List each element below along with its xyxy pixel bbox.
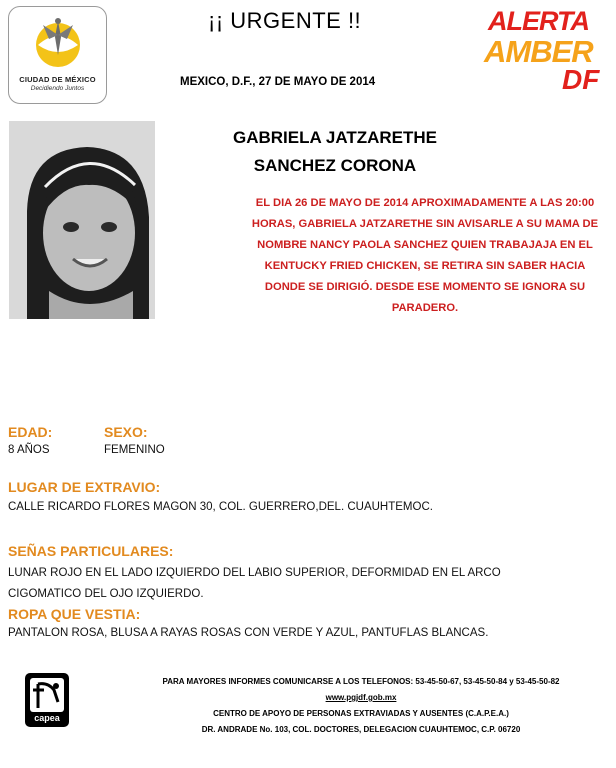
angel-icon bbox=[35, 15, 81, 71]
logo-name: CIUDAD DE MÉXICO bbox=[19, 75, 96, 84]
missing-person-photo bbox=[9, 121, 155, 319]
sex-label: SEXO: bbox=[104, 424, 148, 440]
footer-address: DR. ANDRADE No. 103, COL. DOCTORES, DELEGACION CUAUHTEMOC, C.P. 06720 bbox=[201, 725, 521, 734]
capea-logo bbox=[24, 672, 70, 728]
portrait-image bbox=[9, 121, 155, 319]
alert-logo-line1: ALERTA bbox=[488, 6, 589, 36]
capea-text: capea bbox=[34, 713, 60, 723]
urgent-heading: ¡¡ URGENTE !! bbox=[208, 8, 362, 33]
alert-logo-line2: AMBER bbox=[484, 34, 593, 69]
clothes-value: PANTALON ROSA, BLUSA A RAYAS ROSAS CON VERDE Y AZUL, PANTUFLAS BLANCAS. bbox=[8, 627, 489, 639]
sex-value: FEMENINO bbox=[104, 444, 165, 456]
footer-phones: PARA MAYORES INFORMES COMUNICARSE A LOS TELEFONOS: 53-45-50-67, 53-45-50-84 y 53-45-50-82 bbox=[162, 677, 560, 686]
marks-value: LUNAR ROJO EN EL LADO IZQUIERDO DEL LABIO SUPERIOR, DEFORMIDAD EN EL ARCO CIGOMATICO DEL OJO IZQUIERDO. bbox=[8, 567, 501, 600]
cdmx-logo bbox=[8, 6, 107, 104]
footer-info bbox=[118, 674, 604, 738]
logo-slogan: Decidiendo Juntos bbox=[30, 85, 85, 92]
website-link[interactable]: www.pgjdf.gob.mx bbox=[325, 693, 397, 702]
place-value: CALLE RICARDO FLORES MAGON 30, COL. GUERRERO,DEL. CUAUHTEMOC. bbox=[8, 501, 433, 513]
clothes-label: ROPA QUE VESTIA: bbox=[8, 606, 141, 622]
person-name: GABRIELA JATZARETHE SANCHEZ CORONA bbox=[233, 128, 437, 175]
age-value: 8 AÑOS bbox=[8, 444, 50, 456]
alert-logo-line3: DF bbox=[562, 64, 600, 95]
footer-center: CENTRO DE APOYO DE PERSONAS EXTRAVIADAS Y AUSENTES (C.A.P.E.A.) bbox=[213, 709, 509, 718]
marks-label: SEÑAS PARTICULARES: bbox=[8, 543, 174, 559]
incident-description: EL DIA 26 DE MAYO DE 2014 APROXIMADAMENTE A LAS 20:00 HORAS, GABRIELA JATZARETHE SIN AVISARLE A SU MAMA DE NOMBRE NANCY PAOLA SANCHEZ QUIEN TRABAJAJA EN EL KENTUCKY FRIED CHICKEN, SE RETIRA SIN SABER HACIA DONDE SE DIRIGIÓ. DESDE ESE MOMENTO SE IGNORA SU PARADERO. bbox=[251, 197, 599, 314]
place-label: LUGAR DE EXTRAVIO: bbox=[8, 479, 161, 495]
dateline: MEXICO, D.F., 27 DE MAYO DE 2014 bbox=[180, 76, 376, 88]
age-label: EDAD: bbox=[8, 424, 53, 440]
